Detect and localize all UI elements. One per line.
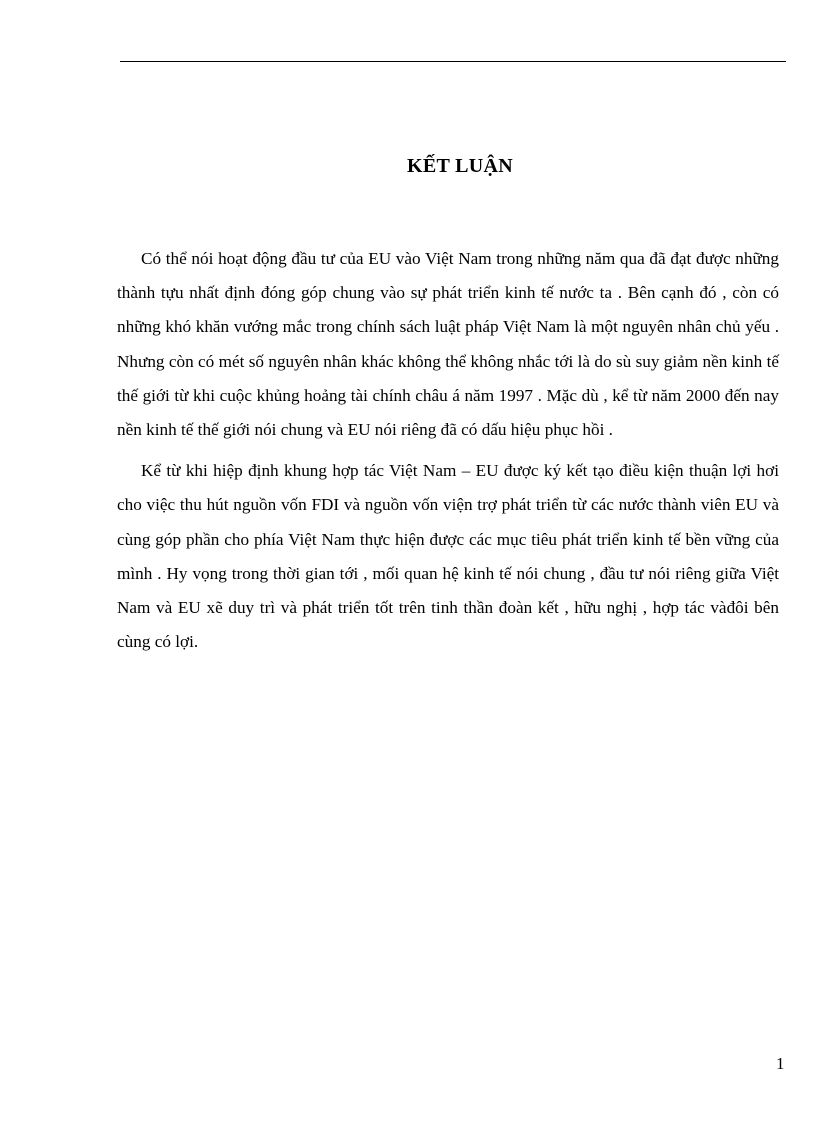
paragraph-2: Kể từ khi hiệp định khung hợp tác Việt Nam – EU được ký kết tạo điều kiện thuận lợi hơi cho việc thu hút nguồn vốn FDI và nguồn vốn viện trợ phát triển từ các nước thành viên EU và cùng góp phần cho phía Việt Nam thực hiện được các mục tiêu phát triển kinh tế bền vững của mình . Hy vọng trong thời gian tới , mối quan hệ kinh tế nói chung , đầu tư nói riêng giữa Việt Nam và EU xẽ duy trì và phát triển tốt trên tinh thần đoàn kết , hữu nghị , hợp tác vàđôi bên cùng có lợi. xyxy=(117,461,779,652)
page-number: 1 xyxy=(776,1054,785,1073)
body-text xyxy=(117,242,779,659)
paragraph-1: Có thể nói hoạt động đầu tư của EU vào Việt Nam trong những năm qua đã đạt được những thành tựu nhất định đóng góp chung vào sự phát triển kinh tế nước ta . Bên cạnh đó , còn có những khó khăn vướng mắc trong chính sách luật pháp Việt Nam là một nguyên nhân chủ yếu . Nhưng còn có mét số nguyên nhân khác không thể không nhắc tới là do sù suy giảm nền kinh tế thế giới từ khi cuộc khủng hoảng tài chính châu á năm 1997 . Mặc dù , kể từ năm 2000 đến nay nền kinh tế thế giới nói chung và EU nói riêng đã có dấu hiệu phục hồi . xyxy=(117,249,779,440)
page-title: KẾT LUẬN xyxy=(407,155,513,177)
header-rule xyxy=(120,61,786,62)
